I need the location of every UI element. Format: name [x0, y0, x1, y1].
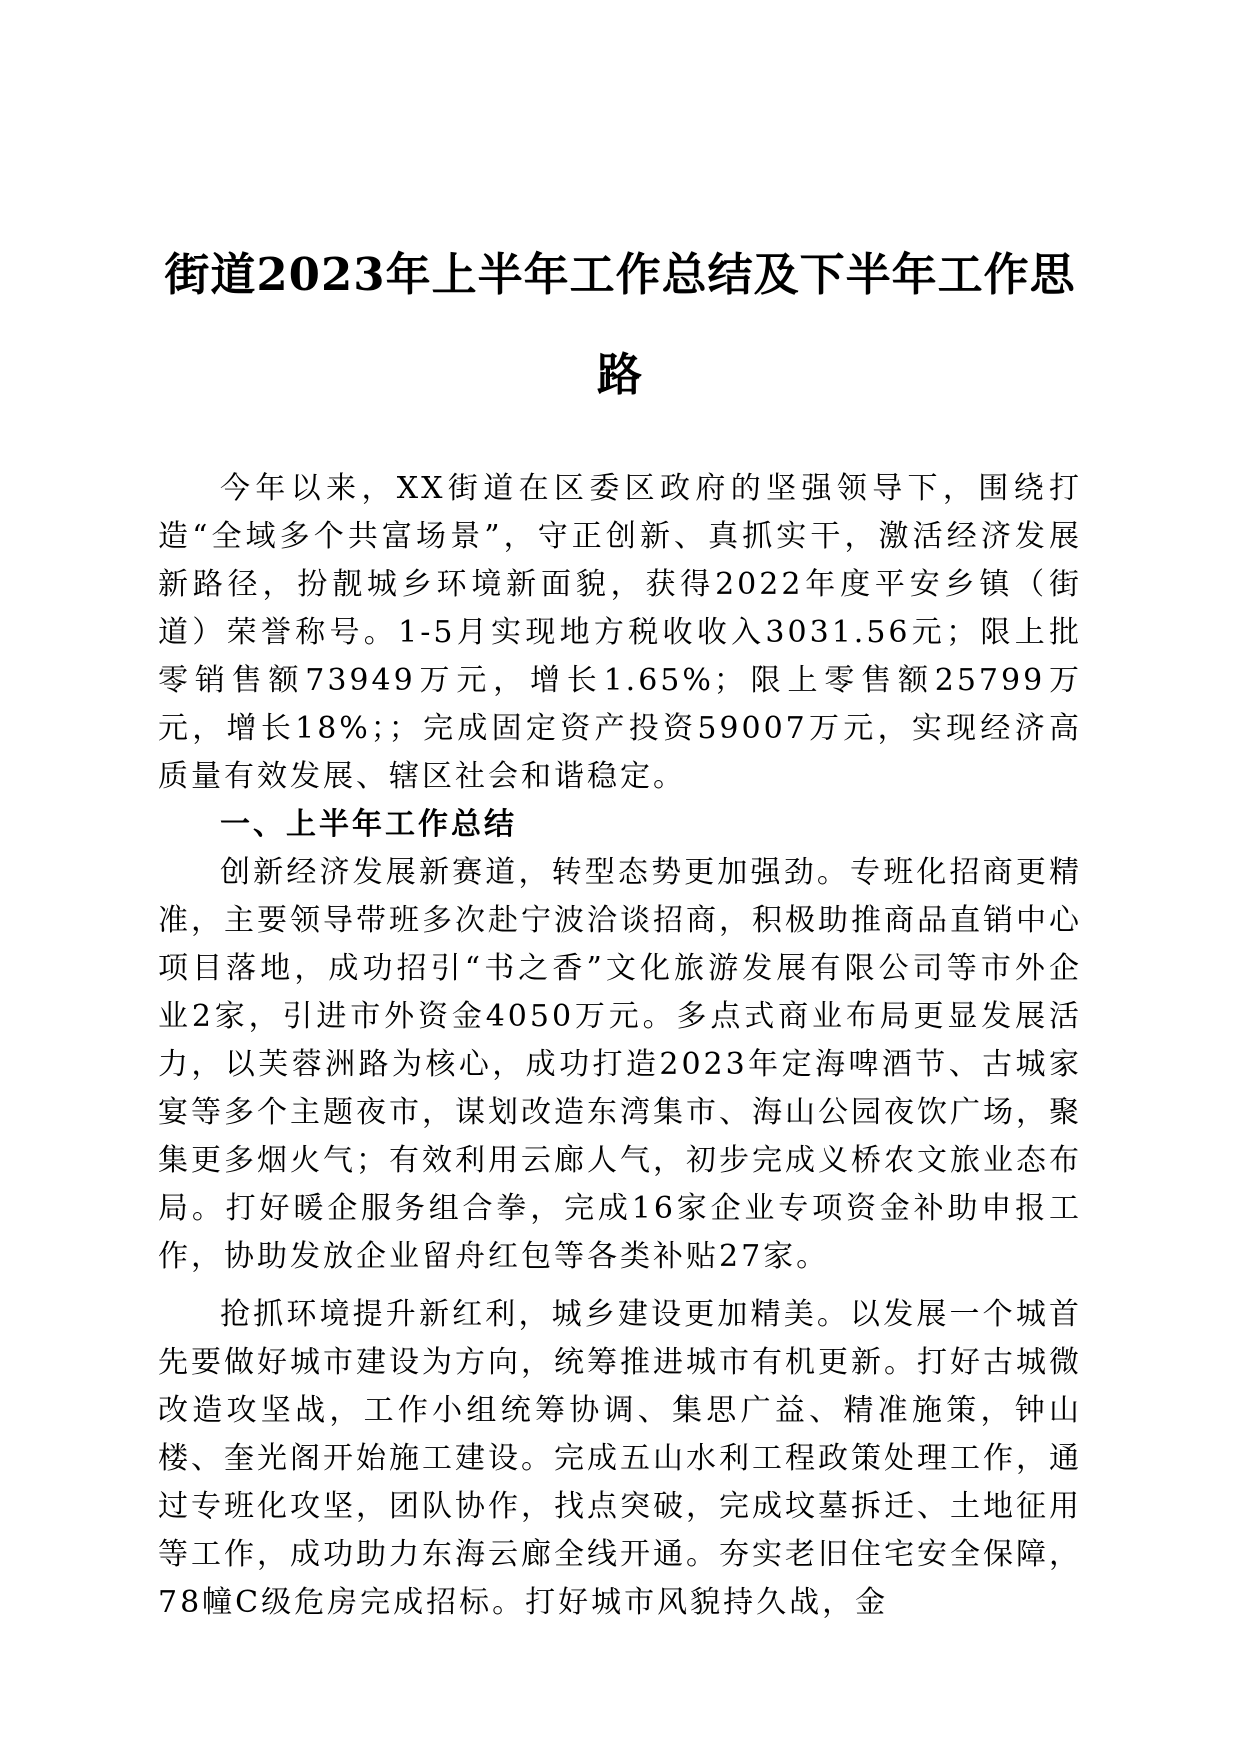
intro-paragraph: 今年以来，XX街道在区委区政府的坚强领导下，围绕打造“全域多个共富场景”，守正创新、真抓实干，激活经济发展新路径，扮靓城乡环境新面貌，获得2022年度平安乡镇（街道）荣誉称号。1-5月实现地方税收收入3031.56元；限上批零销售额73949万元，增长1.65%；限上零售额25799万元，增长18%；；完成固定资产投资59007万元，实现经济高质量有效发展、辖区社会和谐稳定。	[158, 471, 1082, 794]
environment-paragraph: 抢抓环境提升新红利，城乡建设更加精美。以发展一个城首先要做好城市建设为方向，统筹推进城市有机更新。打好古城微改造攻坚战，工作小组统筹协调、集思广益、精准施策，钟山楼、奎光阁开始施工建设。完成五山水利工程政策处理工作，通过专班化攻坚，团队协作，找点突破，完成坟墓拆迁、土地征用等工作，成功助力东海云廊全线开通。夯实老旧住宅安全保障，78幢C级危房完成招标。打好城市风貌持久战，金	[158, 1297, 1082, 1620]
document-body	[158, 465, 1082, 1627]
economy-paragraph: 创新经济发展新赛道，转型态势更加强劲。专班化招商更精准，主要领导带班多次赴宁波洽谈招商，积极助推商品直销中心项目落地，成功招引“书之香”文化旅游发展有限公司等市外企业2家，引进市外资金4050万元。多点式商业布局更显发展活力，以芙蓉洲路为核心，成功打造2023年定海啤酒节、古城家宴等多个主题夜市，谋划改造东湾集市、海山公园夜饮广场，聚集更多烟火气；有效利用云廊人气，初步完成义桥农文旅业态布局。打好暖企服务组合拳，完成16家企业专项资金补助申报工作，协助发放企业留舟红包等各类补贴27家。	[158, 855, 1082, 1274]
document-title: 街道2023年上半年工作总结及下半年工作思路	[164, 248, 1076, 401]
section-heading: 一、上半年工作总结	[220, 807, 517, 842]
